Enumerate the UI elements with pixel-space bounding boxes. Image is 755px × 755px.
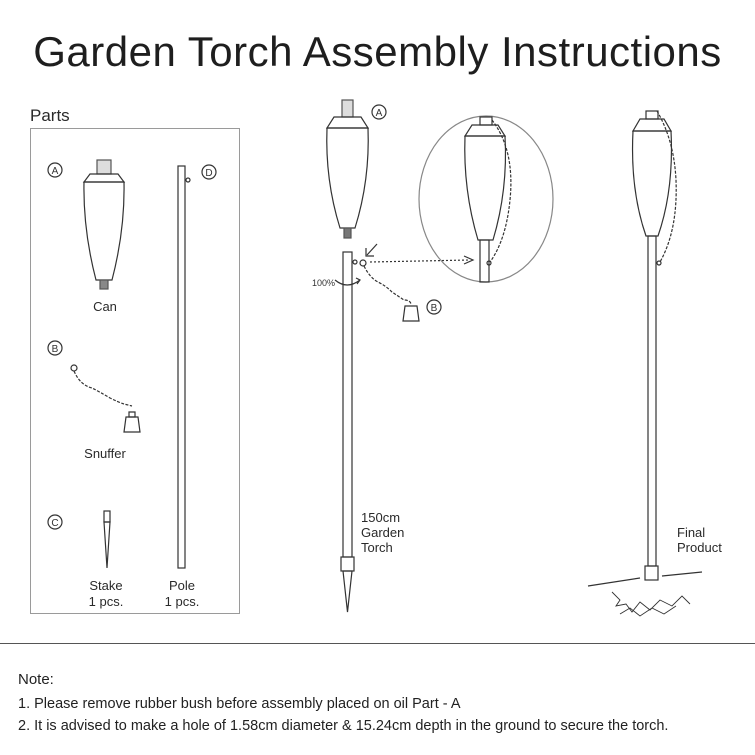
pole-label: Pole [168, 578, 196, 593]
part-c-marker [48, 515, 62, 529]
svg-text:A: A [51, 166, 59, 177]
can-label: Can [93, 299, 117, 314]
assembly-pole-drawing [335, 252, 360, 612]
divider [0, 643, 755, 644]
snuffer-label: Snuffer [84, 446, 126, 461]
snuffer-part-drawing [71, 365, 140, 432]
can-part-drawing [84, 160, 124, 289]
stake-part-drawing [104, 511, 110, 568]
final-product-label-2: Product [677, 540, 722, 555]
page-title: Garden Torch Assembly Instructions [33, 28, 722, 75]
svg-text:A: A [375, 108, 383, 119]
assembly-snuffer-drawing [360, 260, 419, 321]
part-d-marker [202, 165, 216, 179]
part-a-marker [48, 163, 62, 177]
rotation-label: 100% [312, 278, 336, 288]
assembly-marker-b [427, 300, 441, 314]
part-b-marker [48, 341, 62, 355]
torch-size-label-2: Garden [361, 525, 405, 540]
assembly-can-drawing [327, 100, 368, 238]
detail-zoom-drawing [419, 116, 553, 282]
stake-count: 1 pcs. [88, 594, 124, 609]
stake-label: Stake [89, 578, 123, 593]
note-line-2: 2. It is advised to make a hole of 1.58cm diameter & 15.24cm depth in the ground to secure the torch. [18, 718, 669, 734]
note-heading: Note: [18, 671, 54, 688]
svg-text:B: B [430, 303, 438, 314]
parts-heading: Parts [30, 106, 70, 125]
final-product-label: Final [677, 525, 706, 540]
pole-count: 1 pcs. [164, 594, 200, 609]
svg-text:D: D [205, 168, 213, 179]
note-line-1: 1. Please remove rubber bush before assembly placed on oil Part - A [18, 696, 461, 712]
torch-size-label-3: Torch [361, 540, 393, 555]
svg-text:B: B [51, 344, 59, 355]
pole-part-drawing [178, 166, 190, 568]
torch-size-label: 150cm [361, 510, 401, 525]
svg-text:C: C [51, 518, 59, 529]
assembly-marker-a [372, 105, 386, 119]
